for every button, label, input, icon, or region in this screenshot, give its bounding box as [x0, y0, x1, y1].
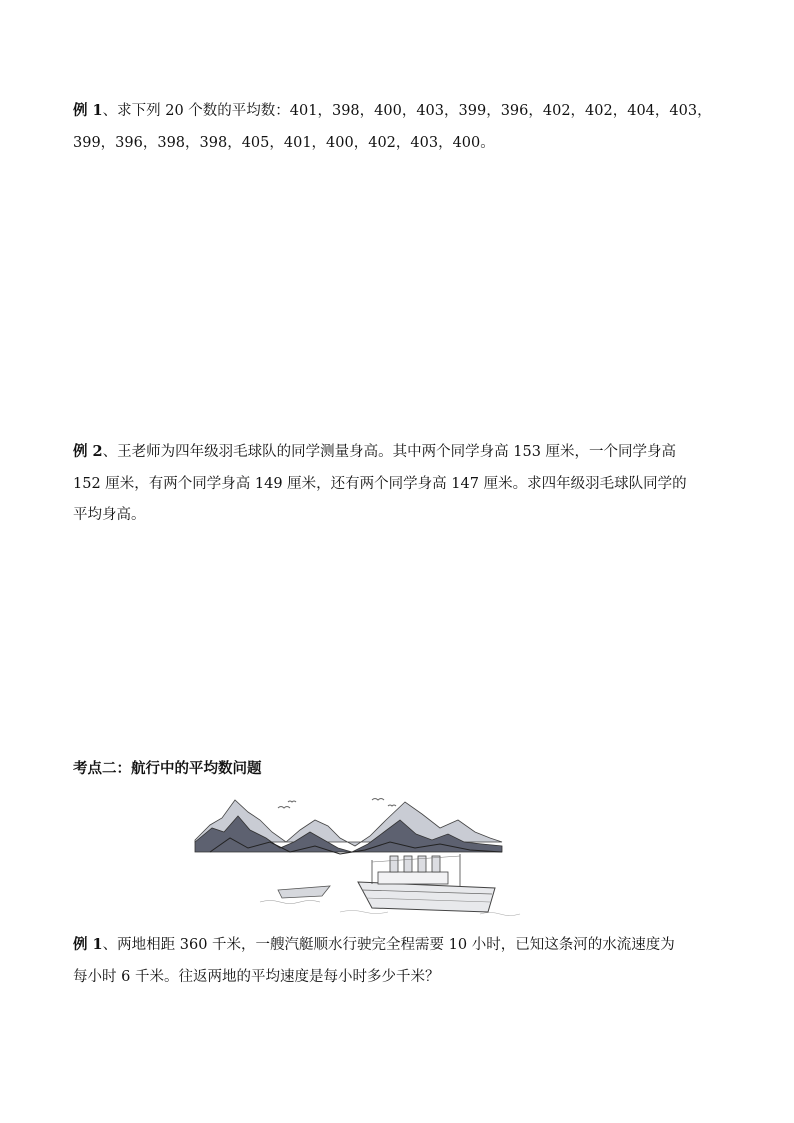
example-3-line-1 — [73, 929, 723, 962]
example-3-text-1: 、两地相距 360 千米，一艘汽艇顺水行驶完全程需要 10 小时，已知这条河的水流速度为 — [102, 937, 675, 953]
example-3-label: 例 1 — [73, 936, 103, 953]
example-2 — [73, 436, 723, 532]
example-2-text-1: 、王老师为四年级羽毛球队的同学测量身高。其中两个同学身高 153 厘米，一个同学身高 — [102, 444, 677, 460]
example-1-line-2: 399，396，398，398，405，401，400，402，403，400。 — [73, 134, 495, 151]
example-3-line-2: 每小时 6 千米。往返两地的平均速度是每小时多少千米？ — [73, 968, 440, 985]
example-2-line-1 — [73, 436, 723, 469]
example-2-label: 例 2 — [73, 443, 103, 460]
example-1 — [73, 95, 723, 159]
section-heading: 考点二：航行中的平均数问题 — [73, 760, 262, 777]
example-2-line-2: 152 厘米，有两个同学身高 149 厘米，还有两个同学身高 147 厘米。求四年级羽毛球队同学的 — [73, 475, 687, 492]
mountains-and-steamship-sketch-icon — [190, 790, 530, 918]
example-1-line-1 — [73, 95, 723, 128]
example-3 — [73, 929, 723, 993]
example-1-text-1: 、求下列 20 个数的平均数：401，398，400，403，399，396，402，402，404，403， — [102, 103, 712, 119]
example-2-line-3: 平均身高。 — [73, 507, 146, 523]
example-1-label: 例 1 — [73, 102, 103, 119]
